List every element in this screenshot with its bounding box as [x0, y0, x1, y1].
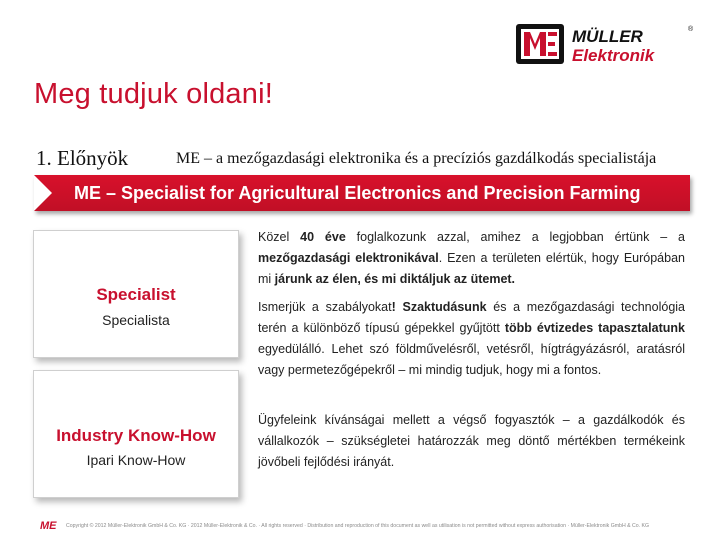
paragraph-run: . Ezen a területen elértük, hogy Európában mi [258, 251, 685, 286]
paragraph-customers [258, 410, 685, 473]
footer-logo: ME [40, 520, 57, 532]
box-title: Industry Know-How [56, 426, 216, 445]
box-subtitle: Specialista [102, 312, 170, 328]
slide-title: Meg tudjuk oldani! [34, 78, 273, 110]
paragraph-run: és a mezőgazdasági technológia terén a különböző típusú gépekkel gyűjtött [258, 300, 686, 335]
paragraph-run: Ügyfeleink kívánságai mellett a végső fogyasztók – a gazdálkodók és vállalkozók – szükségletei határozzák meg döntő mértékben termékeink jövőbeli fejlődési irányát. [258, 413, 685, 469]
specialist-box [33, 230, 239, 358]
logo-text-bottom: Elektronik [572, 46, 655, 65]
paragraph-run: foglalkozunk azzal, amihez a legjobban értünk – a [345, 230, 685, 244]
banner-text: ME – Specialist for Agricultural Electronics and Precision Farming [74, 183, 641, 203]
box-subtitle: Ipari Know-How [86, 452, 186, 468]
paragraph-run: Közel [258, 230, 301, 244]
mueller-elektronik-logo [510, 18, 700, 70]
footer-copyright: Copyright © 2012 Müller-Elektronik GmbH & Co. KG · 2012 Müller-Elektronik & Co. · All rights reserved · Distribution and reproduction of this document as well as utilisation is not permitted without express authorisation · Müller-Elektronik GmbH & Co. KG [66, 523, 650, 529]
section-description: ME – a mezőgazdasági elektronika és a precíziós gazdálkodás specialistája [176, 150, 657, 167]
paragraph-run: járunk az élen, és mi diktáljuk az ütemet. [274, 272, 516, 286]
paragraph-run: Ismerjük a szabályokat [258, 300, 392, 314]
box-title: Specialist [96, 285, 176, 304]
banner-arrow-notch [34, 175, 52, 211]
paragraph-expertise [258, 297, 685, 381]
me-monogram [516, 24, 564, 64]
paragraph-experience [258, 227, 685, 290]
footer [40, 520, 690, 534]
paragraph-run: több évtizedes tapasztalatunk [504, 321, 685, 335]
paragraph-run: egyedülálló. Lehet szó földművelésről, vetésről, hígtrágyázásról, aratásról vagy permetezőgépekről – mi mindig tudjuk, hogy mi a fontos. [258, 342, 685, 377]
industry-know-how-box [33, 370, 239, 498]
logo-registered: ® [688, 26, 694, 33]
logo-text-top: MÜLLER [572, 27, 643, 46]
section-number: 1. Előnyök [36, 146, 129, 170]
red-banner [34, 175, 690, 211]
paragraph-run: 40 éve [300, 230, 346, 244]
paragraph-run: mezőgazdasági elektronikával [258, 251, 439, 265]
paragraph-run: ! Szaktudásunk [391, 300, 487, 314]
subheading [36, 146, 696, 172]
